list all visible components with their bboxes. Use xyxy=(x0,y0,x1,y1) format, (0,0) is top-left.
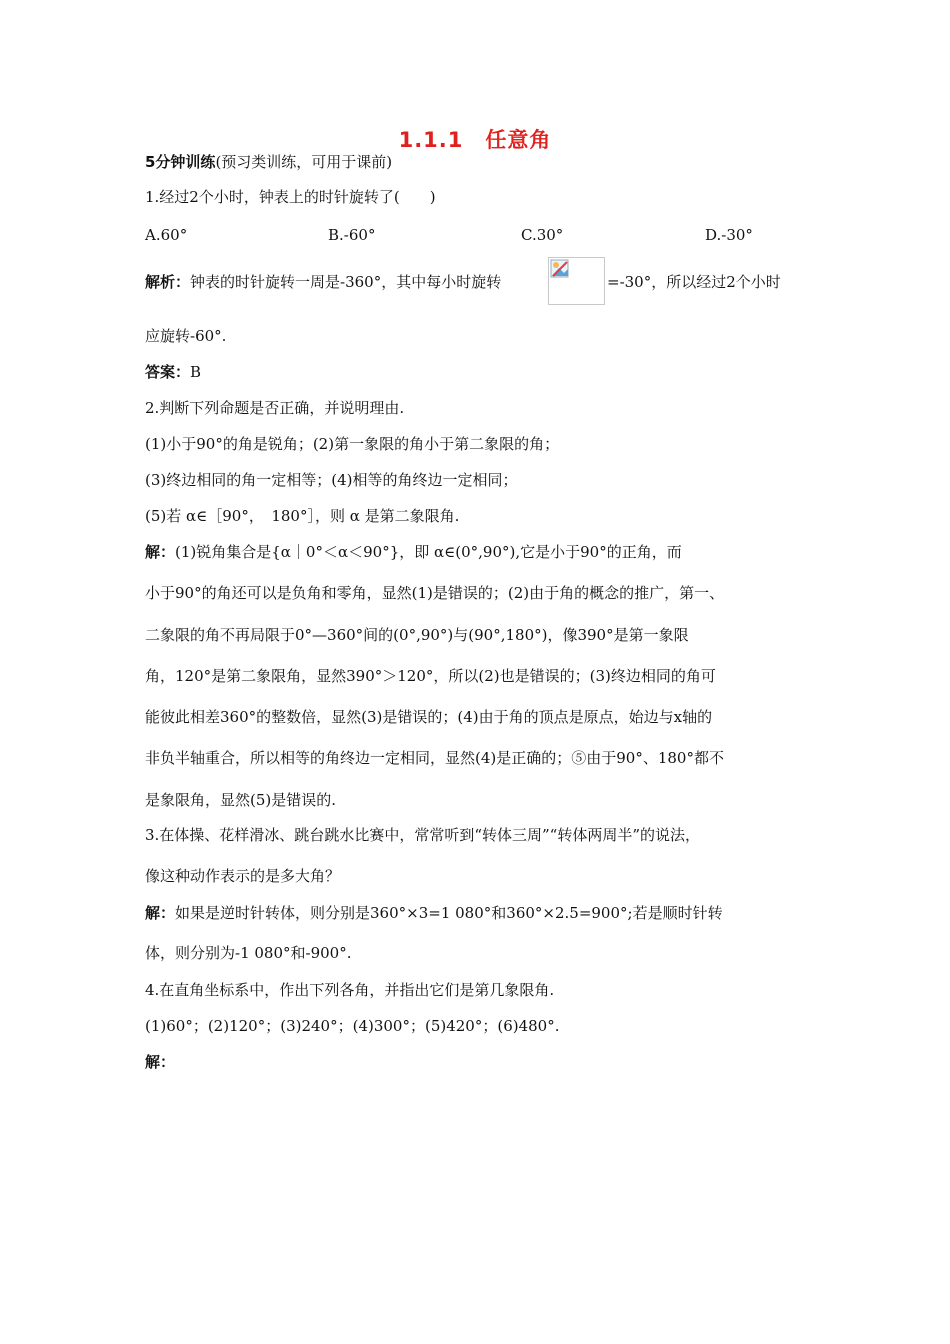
q2-item-line3: (5)若 α∈［90°， 180°］，则 α 是第二象限角. xyxy=(145,507,460,525)
q2-item-line1: (1)小于90°的角是锐角；(2)第一象限的角小于第二象限的角； xyxy=(145,435,560,453)
q1-option-a: A.60° xyxy=(145,226,188,244)
q1-answer xyxy=(145,362,201,382)
q3-solution-text1: 如果是逆时针转体，则分别是360°×3=1 080°和360°×2.5=900°;若是顺时针转 xyxy=(175,904,723,922)
q3-question-line2: 像这种动作表示的是多大角？ xyxy=(145,867,341,885)
q3-solution-line2: 体，则分别为-1 080°和-900°. xyxy=(145,944,352,962)
q2-solution-line6: 非负半轴重合，所以相等的角终边一定相同，显然(4)是正确的；⑤由于90°、180°都不 xyxy=(145,749,724,767)
page-title: 1.1.1 任意角 xyxy=(398,128,552,152)
section-note: (预习类训练，可用于课前) xyxy=(215,153,393,171)
q1-analysis-text-a: 钟表的时针旋转一周是-360°，其中每小时旋转 xyxy=(190,273,502,291)
q4-question: 4.在直角坐标系中，作出下列各角，并指出它们是第几象限角. xyxy=(145,981,555,999)
q2-solution-line7: 是象限角，显然(5)是错误的. xyxy=(145,791,337,809)
q2-item-line2: (3)终边相同的角一定相等；(4)相等的角终边一定相同； xyxy=(145,471,518,489)
q3-solution-label: 解： xyxy=(145,904,176,922)
section-label: 5分钟训练 xyxy=(145,153,216,171)
q2-solution-line3: 二象限的角不再局限于0°—360°间的(0°,90°)与(90°,180°)，像390°是第一象限 xyxy=(145,626,689,644)
q3-question-line1: 3.在体操、花样滑冰、跳台跳水比赛中，常常听到“转体三周”“转体两周半”的说法， xyxy=(145,826,700,844)
q2-question: 2.判断下列命题是否正确，并说明理由. xyxy=(145,399,405,417)
q1-analysis-line1 xyxy=(145,272,501,292)
q1-analysis-label: 解析： xyxy=(145,273,191,291)
q1-option-b: B.-60° xyxy=(328,226,376,244)
q1-analysis-line2: 应旋转-60°. xyxy=(145,327,227,345)
q1-option-d: D.-30° xyxy=(705,226,753,244)
q1-analysis-text-b: =-30°，所以经过2个小时 xyxy=(607,273,781,291)
q2-solution-label: 解： xyxy=(145,543,176,561)
q2-solution-line5: 能彼此相差360°的整数倍，显然(3)是错误的；(4)由于角的顶点是原点，始边与x轴的 xyxy=(145,708,713,726)
section-header xyxy=(145,152,392,172)
q2-solution-text1: (1)锐角集合是{α｜0°＜α＜90°}，即 α∈(0°,90°),它是小于90°的正角，而 xyxy=(175,543,682,561)
q4-items: (1)60°；(2)120°；(3)240°；(4)300°；(5)420°；(6)480°. xyxy=(145,1017,560,1035)
q1-option-c: C.30° xyxy=(521,226,564,244)
q2-solution-line2: 小于90°的角还可以是负角和零角，显然(1)是错误的；(2)由于角的概念的推广，第一、 xyxy=(145,584,725,602)
q3-solution-line1 xyxy=(145,903,723,923)
q1-answer-label: 答案： xyxy=(145,363,191,381)
fraction-image-icon xyxy=(550,259,570,279)
broken-image-icon xyxy=(548,257,605,305)
q2-solution-line4: 角，120°是第二象限角，显然390°＞120°，所以(2)也是错误的；(3)终边相同的角可 xyxy=(145,667,716,685)
q2-solution-line1 xyxy=(145,542,682,562)
q1-answer-value: B xyxy=(190,363,202,381)
q1-question: 1.经过2个小时，钟表上的时针旋转了( ) xyxy=(145,188,436,206)
q4-solution-label: 解： xyxy=(145,1053,176,1071)
